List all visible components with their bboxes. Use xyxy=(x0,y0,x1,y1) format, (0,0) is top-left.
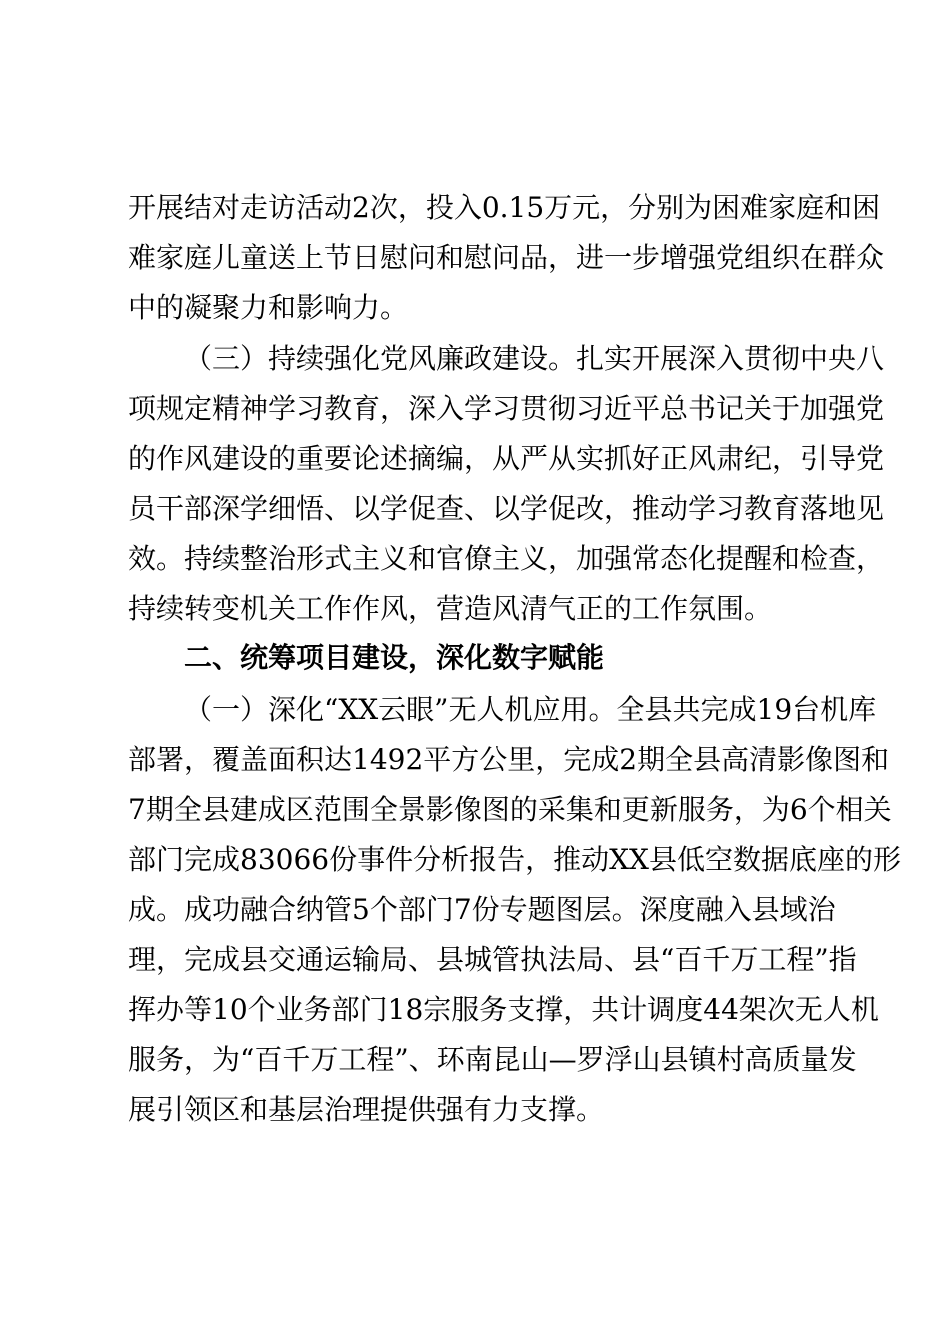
paragraph-line: 的作风建设的重要论述摘编，从严从实抓好正风肃纪，引导党 xyxy=(128,442,885,475)
paragraph-line: 理，完成县交通运输局、县城管执法局、县“百千万工程”指 xyxy=(128,943,857,976)
paragraph-line: 挥办等10个业务部门18宗服务支撑，共计调度44架次无人机 xyxy=(128,993,879,1026)
paragraph-line: （一）深化“XX云眼”无人机应用。全县共完成19台机库 xyxy=(184,693,877,726)
paragraph-line: 开展结对走访活动2次，投入0.15万元，分别为困难家庭和困 xyxy=(128,191,881,224)
paragraph-line: （三）持续强化党风廉政建设。扎实开展深入贯彻中央八 xyxy=(184,342,885,375)
paragraph-line: 成。成功融合纳管5个部门7份专题图层。深度融入县域治 xyxy=(128,893,836,926)
paragraph-line: 持续转变机关工作作风，营造风清气正的工作氛围。 xyxy=(128,592,773,625)
paragraph-line: 7期全县建成区范围全景影像图的采集和更新服务，为6个相关 xyxy=(128,793,892,826)
section-heading: 二、统筹项目建设，深化数字赋能 xyxy=(184,641,605,674)
paragraph-line: 难家庭儿童送上节日慰问和慰问品，进一步增强党组织在群众 xyxy=(128,241,885,274)
paragraph-line: 展引领区和基层治理提供强有力支撑。 xyxy=(128,1093,605,1126)
paragraph-line: 员干部深学细悟、以学促查、以学促改，推动学习教育落地见 xyxy=(128,492,885,525)
paragraph-line: 部门完成83066份事件分析报告，推动XX县低空数据底座的形 xyxy=(128,843,901,876)
paragraph-line: 部署，覆盖面积达1492平方公里，完成2期全县高清影像图和 xyxy=(128,743,890,776)
paragraph-line: 效。持续整治形式主义和官僚主义，加强常态化提醒和检查， xyxy=(128,542,885,575)
paragraph-line: 中的凝聚力和影响力。 xyxy=(128,291,409,324)
paragraph-line: 服务，为“百千万工程”、环南昆山—罗浮山县镇村高质量发 xyxy=(128,1043,857,1076)
paragraph-line: 项规定精神学习教育，深入学习贯彻习近平总书记关于加强党 xyxy=(128,392,885,425)
